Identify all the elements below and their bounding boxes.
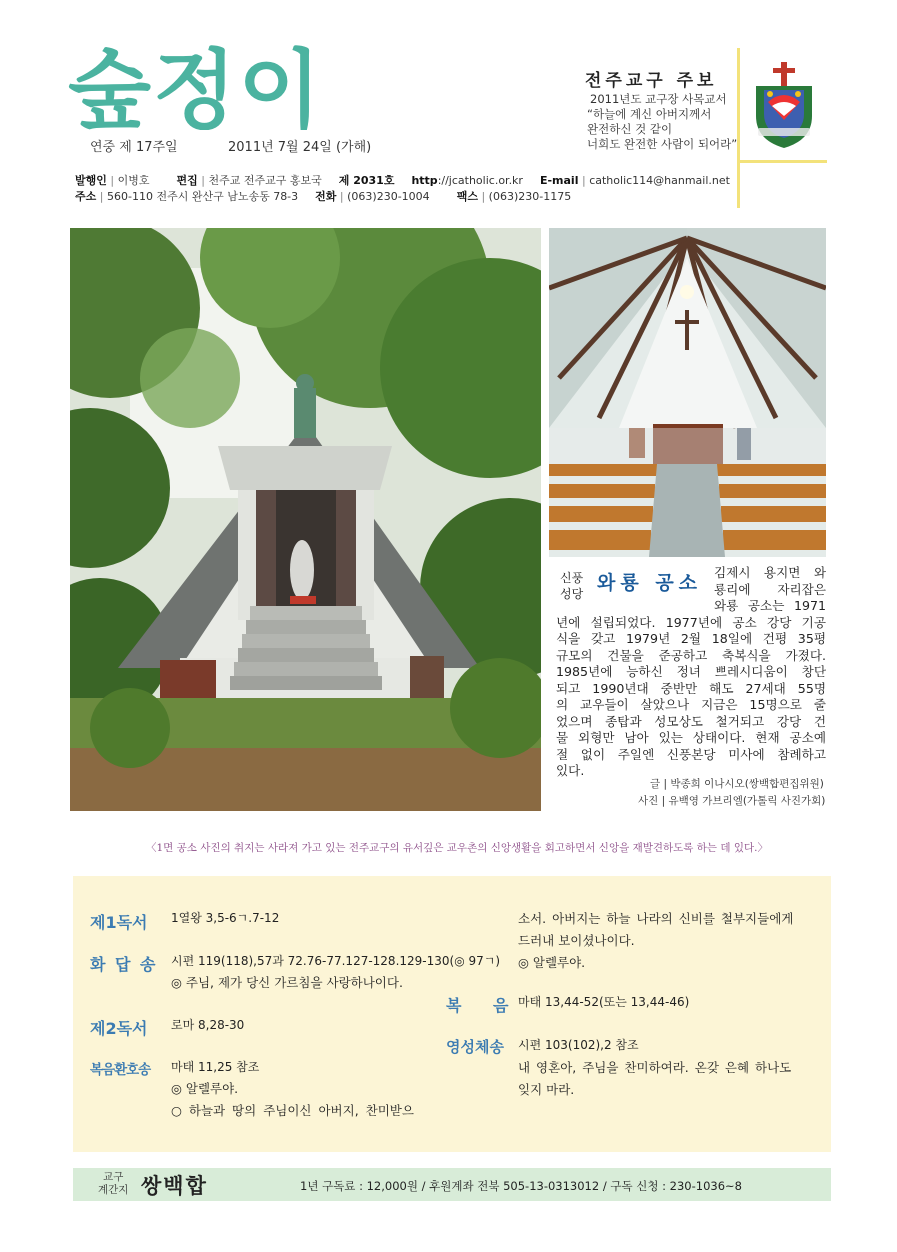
editor-name: 천주교 전주교구 홍보국 xyxy=(208,174,322,187)
article-line: 와룡 공소는 1971 xyxy=(714,598,826,613)
parish-label-line: 성당 xyxy=(560,587,584,601)
second-reading-ref: 로마 8,28-30 xyxy=(171,1018,245,1032)
url-label: http xyxy=(411,174,438,187)
ssangbaekhap-logo: 쌍백합 xyxy=(141,1173,208,1198)
article-line: 1985년에 능하신 정녀 쁘레시디움이 창단 xyxy=(556,664,826,679)
communion-antiphon: 내 영혼아, 주님을 찬미하여라. 온갖 은혜 하나도 xyxy=(518,1060,792,1075)
quarterly-label xyxy=(98,1171,128,1197)
issue-number: 제 2031호 xyxy=(338,174,395,187)
diocese-weekly-title: 전주교구 주보 xyxy=(585,71,718,91)
text-credit: 글 | 박종희 이나시오(쌍백합편집위원) xyxy=(650,778,824,790)
alleluia-label: 복음환호송 xyxy=(90,1062,151,1078)
issue-volume: 연중 제 17주일 xyxy=(90,140,178,155)
motto-heading: 2011년도 교구장 사목교서 xyxy=(590,92,727,106)
masthead-title: 숲정이 xyxy=(68,42,324,130)
motto-line: 완전하신 것 같이 xyxy=(587,122,673,136)
website-link[interactable]: ://jcatholic.or.kr xyxy=(437,174,523,187)
second-reading-label: 제2독서 xyxy=(90,1019,148,1038)
gospel-label: 음 xyxy=(493,996,509,1015)
pastoral-motto xyxy=(587,92,737,152)
photo-credit: 사진 | 유백영 가브리엘(가톨릭 사진가회) xyxy=(638,795,826,807)
quarterly-label-line: 교구 xyxy=(103,1171,124,1183)
quarterly-label-line: 계간지 xyxy=(98,1184,129,1196)
article-line: 었으며 종탑과 성모상도 철거되고 강당 건 xyxy=(556,713,826,729)
header-divider-horizontal xyxy=(737,160,827,163)
editor-label: 편집 xyxy=(176,174,198,187)
communion-label: 영성체송 xyxy=(446,1038,504,1056)
publisher-label: 발행인 xyxy=(75,174,107,187)
gospel-ref: 마태 13,44-52(또는 13,44-46) xyxy=(518,995,690,1009)
fax-value: (063)230-1175 xyxy=(488,190,572,203)
article-line: 절 없이 주일엔 신풍본당 미사에 참례하고 xyxy=(556,746,826,762)
address-info-line: 주소 | 560-110 전주시 완산구 남노송동 78-3 전화 | (063)230-1004 팩스 | (063)230-1175 xyxy=(75,190,572,203)
psalm-response: ◎ 주님, 제가 당신 가르침을 사랑하나이다. xyxy=(171,975,403,990)
article-line: 의 교우들이 살았으나 지금은 15명으로 줄 xyxy=(556,697,826,712)
email-link[interactable]: catholic114@hanmail.net xyxy=(589,174,730,187)
alleluia-verse: ○ 하늘과 땅의 주님이신 아버지, 찬미받으 xyxy=(171,1103,414,1118)
chapel-exterior-photo xyxy=(70,228,541,811)
diocese-emblem-icon xyxy=(746,58,822,150)
photo-purpose-caption: 〈1면 공소 사진의 취지는 사라져 가고 있는 전주교구의 유서깊은 교우촌의 신앙생활을 회고하면서 신앙을 재발견하도록 하는 데 있다.〉 xyxy=(146,842,768,854)
masthead-logo xyxy=(68,42,330,130)
phone-value: (063)230-1004 xyxy=(347,190,430,203)
chapel-interior-photo xyxy=(549,228,826,557)
motto-line: “하늘에 계신 아버지께서 xyxy=(587,107,712,121)
alleluia-verse-continued: 드러내 보이셨나이다. xyxy=(518,933,635,948)
header-divider-vertical xyxy=(737,48,740,208)
psalm-label: 화 답 송 xyxy=(90,955,158,974)
article-line: 룡리에 자리잡은 xyxy=(714,581,826,597)
phone-label: 전화 xyxy=(315,190,337,203)
address-label: 주소 xyxy=(75,190,97,203)
email-label: E-mail xyxy=(539,174,579,187)
first-reading-ref: 1열왕 3,5-6ㄱ.7-12 xyxy=(171,911,280,925)
article-line: 되고 1990년대 중반만 해도 27세대 55명 xyxy=(556,680,826,696)
subscription-info: 1년 구독료 : 12,000원 / 후원계좌 전북 505-13-0313012 / 구독 신청 : 230-1036~8 xyxy=(300,1179,742,1193)
alleluia-verse-continued: 소서. 아버지는 하늘 나라의 신비를 철부지들에게 xyxy=(518,911,794,926)
article-line: 물 외형만 남아 있는 상태이다. 현재 공소예 xyxy=(556,730,826,745)
article-line: 있다. xyxy=(556,763,585,778)
motto-line: 너희도 완전한 사람이 되어라” xyxy=(587,137,738,151)
article-line: 규모의 건물을 준공하고 축복식을 가졌다. xyxy=(556,647,826,663)
alleluia-ref: 마태 11,25 참조 xyxy=(171,1060,260,1074)
article-line: 식을 갖고 1979년 2월 18일에 건평 35평 xyxy=(556,631,826,646)
parish-label-line: 신풍 xyxy=(560,571,584,585)
psalm-ref: 시편 119(118),57과 72.76-77.127-128.129-130(◎ 97ㄱ) xyxy=(171,954,501,968)
publisher-info-line: 발행인 | 이병호 편집 | 천주교 전주교구 홍보국 제 2031호 http://jcatholic.or.kr E-mail | catholic114@hanmail.net xyxy=(75,174,730,187)
communion-antiphon: 잊지 마라. xyxy=(518,1082,575,1097)
first-reading-label: 제1독서 xyxy=(90,913,148,932)
alleluia-acclamation: ◎ 알렐루야. xyxy=(171,1081,239,1096)
communion-ref: 시편 103(102),2 참조 xyxy=(518,1038,639,1052)
article-line: 년에 설립되었다. 1977년에 공소 강당 기공 xyxy=(556,614,826,630)
publisher-name: 이병호 xyxy=(117,174,150,187)
address-value: 560-110 전주시 완산구 남노송동 78-3 xyxy=(106,190,299,203)
gospel-label: 복 xyxy=(446,996,462,1015)
article-line: 김제시 용지면 와 xyxy=(714,565,826,580)
alleluia-acclamation-end: ◎ 알렐루야. xyxy=(518,955,586,970)
article-body xyxy=(556,565,826,780)
issue-date: 2011년 7월 24일 (가해) xyxy=(228,140,372,155)
article-title: 와룡 공소 xyxy=(597,572,703,594)
fax-label: 팩스 xyxy=(456,190,478,203)
